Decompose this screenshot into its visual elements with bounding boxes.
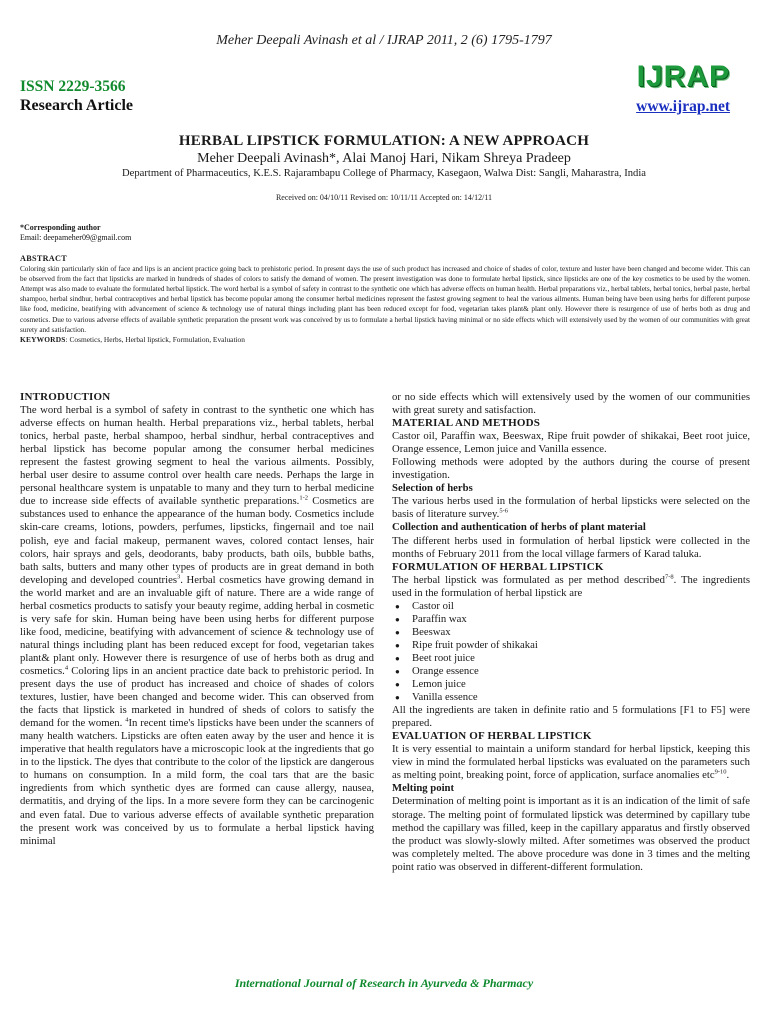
materials-list-paragraph: Castor oil, Paraffin wax, Beeswax, Ripe fruit powder of shikakai, Beet root juice, Orange essence, Lemon juice and Vanilla essence. [392, 430, 750, 456]
citation-ref: 5-6 [499, 507, 509, 515]
intro-text-part: . Herbal cosmetics have growing demand in the world market and are an invaluable gift of nature. There are a wide range of herbal cosmetics products to satisfy your beauty regime, adding herbal in cosmetic is very safe for skin. Human being have been using herbs for different purpose like food, medicine, beatifying with advancement of science & technology use of natural things including plant has been reduced except for food, vegetarian takes plant& plant only. However there is resurgence of use of herbs both as drug and cosmetics. [20, 573, 374, 677]
corresponding-author-label: *Corresponding author [20, 223, 101, 232]
introduction-continuation: or no side effects which will extensively used by the women of our communities with great surety and satisfaction. [392, 391, 750, 417]
citation-ref: 1-2 [299, 494, 309, 502]
methods-heading: MATERIAL AND METHODS [392, 417, 541, 430]
introduction-heading: INTRODUCTION [20, 391, 111, 403]
selection-text: The various herbs used in the formulation of herbal lipsticks were selected on the basis of literature survey. [392, 495, 750, 521]
ingredient-item: ● Orange essence [412, 665, 750, 678]
intro-text-part: Coloring lips in an ancient practice date back to prehistoric period. In present days the use of product has increased and choice of shades of colors textures, lustier, have been changed and become wider. This can observed from the facts that lipstick is marketed in hundred of sheds of colors to satisfy the demand for the women. [20, 664, 374, 730]
issn-number: ISSN 2229-3566 [20, 78, 126, 95]
selection-paragraph [392, 495, 750, 521]
intro-text-part: The word herbal is a symbol of safety in contrast to the synthetic one which has adverse effects on human health. Herbal preparations viz., herbal tablets, herbal tonics, herbal paste, herbal shampoo, herbal sindhur, herbal contraceptives and herbal lipstick has become popular among the consumer herbal medicines represent the fastest growing segment to heal the various ailments. Possibly, herbal user desire to assume control over health care needs. Perhaps the large in personal healthcare system is unpatable to many and they turn to herbal medicine due to increase side effects of available synthetic preparations. [20, 404, 374, 508]
abstract-text: Coloring skin particularly skin of face and lips is an ancient practice going back to prehistoric period. In present days the use of such product has increased and choice of shades of color, texture and luster have been changed and become wider. This can be observed from the fact that lipsticks are marked in hundreds of shades of colors to satisfy the demand of women. The present investigation was done to formulate herbal lipstick, since lipsticks are one of the key cosmetics to be used by the women. Attempt was also made to evaluate the formulated herbal lipstick. The word herbal is a symbol of safety in contrast to the synthetic one which has adverse effects on human health. Herbal preparations viz., herbal tablets, herbal tonics, herbal paste, herbal shampoo, herbal sindhur, herbal contraceptives and herbal lipstick has become popular among the consumer herbal medicines represent the fastest growing segment to heal the various ailments. Human being have been using herbs for different purpose like food, medicine, beatifying with advancement of science & technology use of natural things including plant has been reduced except for food, vegetarian takes plant& plant only. However there is resurgence of use of herbs both as drug and cosmetics. Due to various adverse effects of available synthetic preparation the present work was conceived by us to formulate a herbal lipstick having minimal or no side effects which will extensively used by the women of our communities with great surety and satisfaction. [20, 265, 750, 334]
article-type-label: Research Article [20, 97, 133, 114]
keywords-label: KEYWORDS [20, 334, 66, 344]
evaluation-text: It is very essential to maintain a uniform standard for herbal lipstick, keeping this view in mind the formulated herbal lipsticks was evaluated on the parameters such as melting point, breaking point, force of application, surface anomalies etc [392, 743, 750, 782]
right-column [392, 391, 750, 874]
evaluation-text: . [726, 769, 730, 782]
abstract-heading: ABSTRACT [20, 254, 67, 263]
ingredient-item: ● Vanilla essence [412, 691, 750, 704]
journal-footer: International Journal of Research in Ayurveda & Pharmacy [234, 976, 534, 990]
keywords-list: : Cosmetics, Herbs, Herbal lipstick, Formulation, Evaluation [65, 334, 245, 344]
citation-ref: 3 [176, 573, 181, 581]
selection-heading: Selection of herbs [392, 482, 473, 495]
ingredient-item: ● Paraffin wax [412, 613, 750, 626]
left-column [20, 391, 374, 848]
ingredient-item: ● Beet root juice [412, 652, 750, 665]
formulation-heading: FORMULATION OF HERBAL LIPSTICK [392, 560, 604, 573]
formulation-text: The herbal lipstick was formulated as per method described [392, 573, 665, 586]
melting-point-paragraph: Determination of melting point is important as it is an indication of the limit of safe storage. The melting point of formulated lipstick was determined by capillary tube method the capillary was filled, keep in the capillary apparatus and firstly observed the product was slowly-slowly milted. After sometimes was observed the product was completely melted. The above procedure was done in 3 times and the melting point ratio was observed in different-different formulation. [392, 795, 750, 873]
ingredients-list [392, 600, 750, 704]
citation-ref: 7-8 [664, 573, 674, 581]
formulation-outro: All the ingredients are taken in definite ratio and 5 formulations [F1 to F5] were prepared. [392, 704, 750, 730]
introduction-paragraph [20, 404, 374, 848]
paper-authors: Meher Deepali Avinash*, Alai Manoj Hari, Nikam Shreya Pradeep [197, 151, 571, 166]
evaluation-paragraph [392, 743, 750, 782]
intro-text-part: In recent time's lipsticks have been under the scanners of many health watchers. Lipsticks are often eaten away by the user and hence it is imperative that health regulators have a microscopic look at the ingredients that go in to the lipstick. The dyes that contribute to the color of the lipstick are dangerous to humans on consumption. In a mild form, the coal tars that are the basic ingredients from which synthetic dyes are formed can cause allergy, nausea, dermatitis, and drying of the lips. In a more severe form they can be carcinogenic and even fatal. Due to various adverse effects of available synthetic preparation the present work was conceived by us to formulate a herbal lipstick having minimal [20, 717, 375, 847]
intro-text-part: Cosmetics are substances used to enhance the appearance of the human body. Cosmetics include skin-care creams, lotions, powders, perfumes, lipsticks, fingernail and toe nail polish, eye and facial makeup, permanent waves, colored contact lenses, hair colors, hair sprays and gels, deodorants, baby products, bath oils, bubble baths, bath salts, butters and many other types of products are in great demand in both developing and developed countries [20, 495, 374, 586]
formulation-intro [392, 574, 750, 600]
email-address[interactable]: deepameher09@gmail.com [43, 233, 132, 242]
journal-logo: IJRAP [636, 60, 730, 93]
keywords-line [20, 335, 750, 345]
citation-ref: 9-10 [714, 768, 727, 776]
collection-heading: Collection and authentication of herbs of plant material [392, 521, 646, 534]
email-label: Email: [20, 233, 44, 242]
collection-paragraph: The different herbs used in formulation of herbal lipstick were collected in the months of February 2011 from the local village farmers of Karad taluka. [392, 534, 750, 560]
ingredient-item: ● Castor oil [412, 600, 750, 613]
running-header-citation: Meher Deepali Avinash et al / IJRAP 2011, 2 (6) 1795-1797 [216, 33, 552, 48]
melting-point-heading: Melting point [392, 782, 455, 795]
evaluation-heading: EVALUATION OF HERBAL LIPSTICK [392, 730, 592, 743]
ingredient-item: ● Lemon juice [412, 678, 750, 691]
journal-website-link[interactable]: www.ijrap.net [636, 98, 730, 115]
author-affiliation: Department of Pharmaceutics, K.E.S. Rajarambapu College of Pharmacy, Kasegaon, Walwa Dist: Sangli, Maharastra, India [122, 168, 646, 179]
ingredient-item: ● Ripe fruit powder of shikakai [412, 639, 750, 652]
citation-ref: 4 [64, 664, 69, 672]
corresponding-email [20, 233, 131, 242]
citation-ref: 4 [125, 716, 129, 724]
paper-title: HERBAL LIPSTICK FORMULATION: A NEW APPROACH [178, 133, 590, 149]
submission-dates: Received on: 04/10/11 Revised on: 10/11/11 Accepted on: 14/12/11 [275, 193, 493, 202]
ingredient-item: ● Beeswax [412, 626, 750, 639]
methods-paragraph: Following methods were adopted by the authors during the course of present investigation. [392, 456, 750, 482]
abstract-section [20, 254, 750, 345]
formulation-text: . The ingredients used in the formulation of herbal lipstick are [392, 573, 750, 599]
